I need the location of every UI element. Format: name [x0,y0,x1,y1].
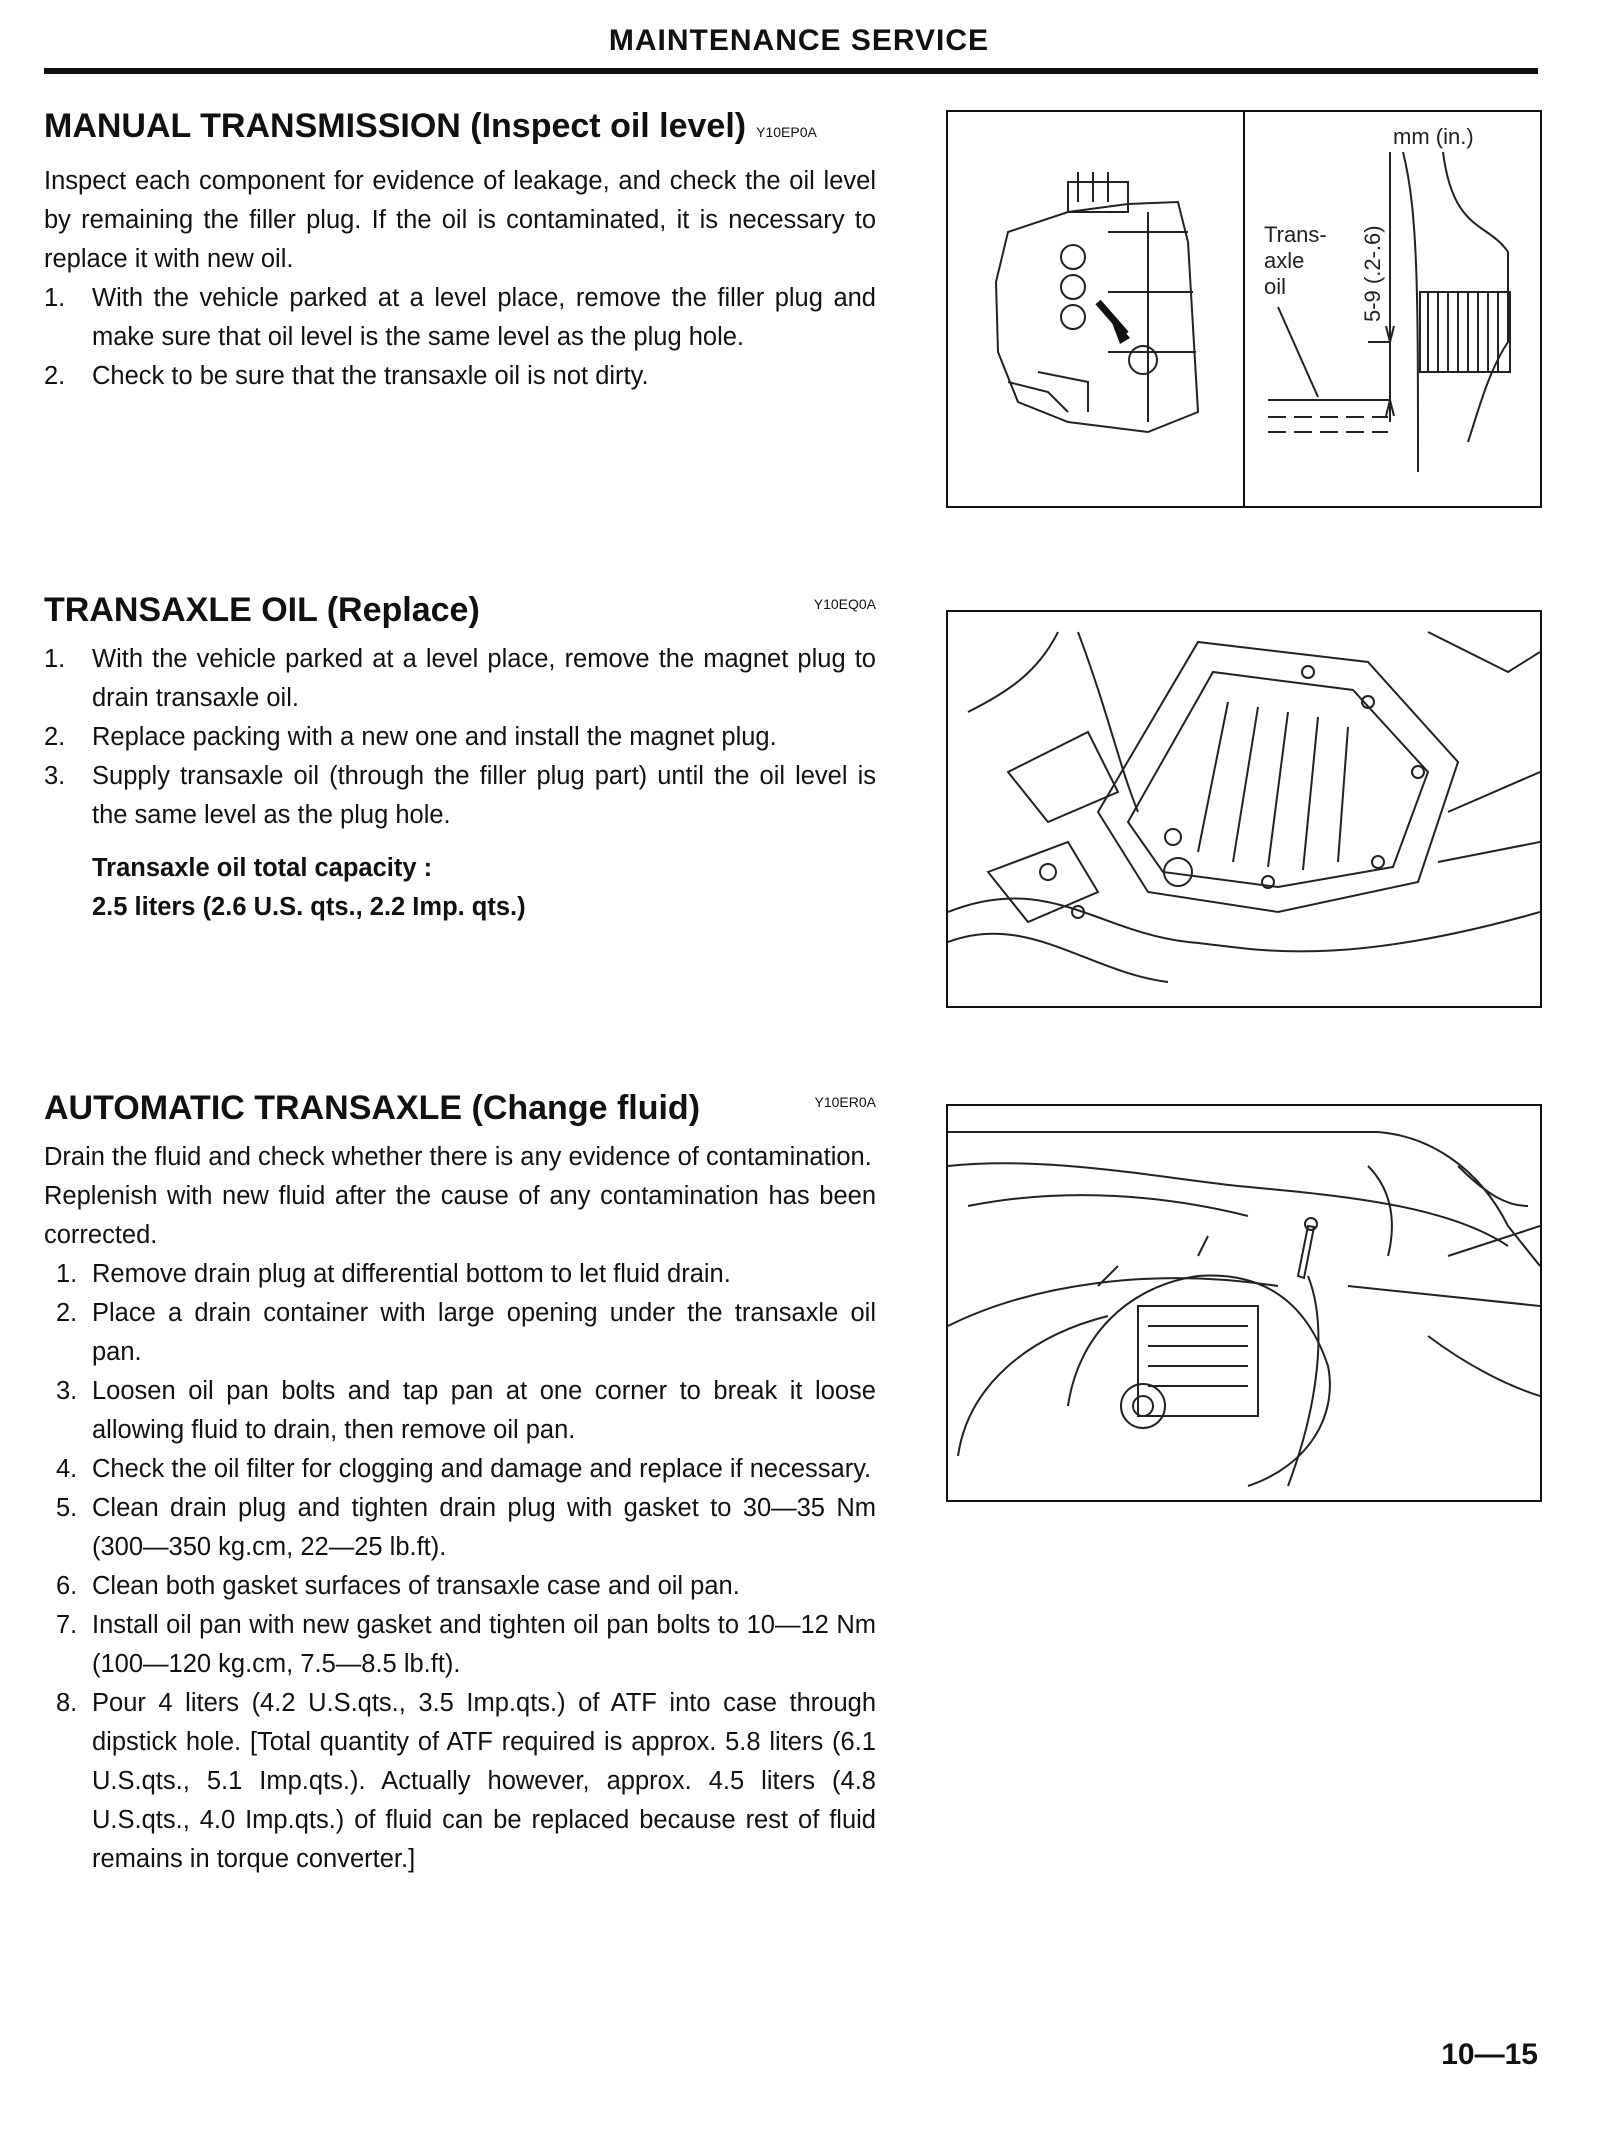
step-text: Place a drain container with large opening under the transaxle oil pan. [92,1299,876,1366]
section-automatic-transaxle [44,1086,876,1879]
step-number: 3. [56,1377,78,1405]
section-manual-transmission [44,104,876,396]
section-code: Y10EQ0A [813,596,876,612]
step-item [44,1372,876,1450]
step-text: Remove drain plug at differential bottom to let fluid drain. [92,1260,731,1288]
step-item [44,279,876,357]
step-number: 2. [44,723,66,751]
transaxle-underside-diagram [948,612,1540,1006]
automatic-transaxle-diagram [948,1106,1540,1500]
step-number: 3. [44,762,66,790]
header-rule [44,68,1538,74]
section-title-text: TRANSAXLE OIL (Replace) [44,591,480,629]
step-number: 1. [44,284,66,312]
step-number: 7. [56,1611,78,1639]
step-number: 1. [56,1260,78,1288]
section-title-text: MANUAL TRANSMISSION (Inspect oil level) [44,107,747,145]
section-code: Y10ER0A [814,1094,876,1110]
step-item [44,1489,876,1567]
step-text: Replace packing with a new one and install the magnet plug. [92,723,777,751]
page-number: 10—15 [1441,2038,1538,2071]
step-number: 8. [56,1689,78,1717]
step-text: Install oil pan with new gasket and tighten oil pan bolts to 10—12 Nm (100—120 kg.cm, 7.5—8.5 lb.ft). [92,1611,876,1678]
step-item [44,1567,876,1606]
step-list [44,279,876,396]
step-number: 4. [56,1455,78,1483]
step-item [44,1255,876,1294]
section-code: Y10EP0A [756,124,817,140]
step-number: 5. [56,1494,78,1522]
step-text: Clean both gasket surfaces of transaxle case and oil pan. [92,1572,740,1600]
page-header: MAINTENANCE SERVICE [608,24,990,57]
section-paragraph: Replenish with new fluid after the cause of any contamination has been corrected. [44,1182,876,1249]
step-item [44,1294,876,1372]
unit-label: mm (in.) [1393,124,1474,149]
step-item [44,357,876,396]
step-item [44,1606,876,1684]
figure-automatic-transaxle [946,1104,1542,1502]
step-text: Check the oil filter for clogging and damage and replace if necessary. [92,1455,872,1483]
section-title-text: AUTOMATIC TRANSAXLE (Change fluid) [44,1089,701,1127]
step-number: 2. [44,362,66,390]
step-text: Supply transaxle oil (through the filler plug part) until the oil level is the same level as the plug hole. [92,762,876,829]
section-title [44,104,876,154]
figure-transaxle-drain [946,610,1542,1008]
section-transaxle-oil [44,588,876,927]
step-text: With the vehicle parked at a level place, remove the magnet plug to drain transaxle oil. [92,645,876,712]
oil-label-1: Trans- [1264,222,1327,247]
figure-oil-level [946,110,1542,508]
section-title [44,1086,876,1130]
oil-level-diagram [948,112,1540,506]
step-item [44,1450,876,1489]
step-number: 2. [56,1299,78,1327]
step-text: With the vehicle parked at a level place, remove the filler plug and make sure that oil level is the same level as the plug hole. [92,284,876,351]
step-item [44,718,876,757]
section-paragraph: Inspect each component for evidence of leakage, and check the oil level by remaining the filler plug. If the oil is contaminated, it is necessary to replace it with new oil. [44,167,876,273]
section-paragraph: Drain the fluid and check whether there is any evidence of contamination. [44,1143,872,1171]
step-item [44,1684,876,1879]
step-text: Check to be sure that the transaxle oil is not dirty. [92,362,649,390]
step-text: Clean drain plug and tighten drain plug with gasket to 30—35 Nm (300—350 kg.cm, 22—25 lb.ft). [92,1494,876,1561]
capacity-note [92,849,876,927]
oil-label-3: oil [1264,274,1287,299]
step-text: Loosen oil pan bolts and tap pan at one corner to break it loose allowing fluid to drain, then remove oil pan. [92,1377,876,1444]
step-list [44,1255,876,1879]
step-number: 1. [44,645,66,673]
step-text: Pour 4 liters (4.2 U.S.qts., 3.5 Imp.qts.) of ATF into case through dipstick hole. [Total quantity of ATF required is approx. 5.8 liters (6.1 U.S.qts., 5.1 Imp.qts.). Actually however, approx. 4.5 liters (4.8 U.S.qts., 4.0 Imp.qts.) of fluid can be replaced because rest of fluid remains in torque converter.] [92,1689,876,1873]
section-title [44,588,876,632]
capacity-note-label: Transaxle oil total capacity : [92,854,433,882]
step-item [44,757,876,835]
step-list [44,640,876,835]
capacity-note-value: 2.5 liters (2.6 U.S. qts., 2.2 Imp. qts.) [92,893,526,921]
dimension-label: 5-9 (.2-.6) [1360,225,1385,322]
oil-label-2: axle [1264,248,1305,273]
step-number: 6. [56,1572,78,1600]
step-item [44,640,876,718]
